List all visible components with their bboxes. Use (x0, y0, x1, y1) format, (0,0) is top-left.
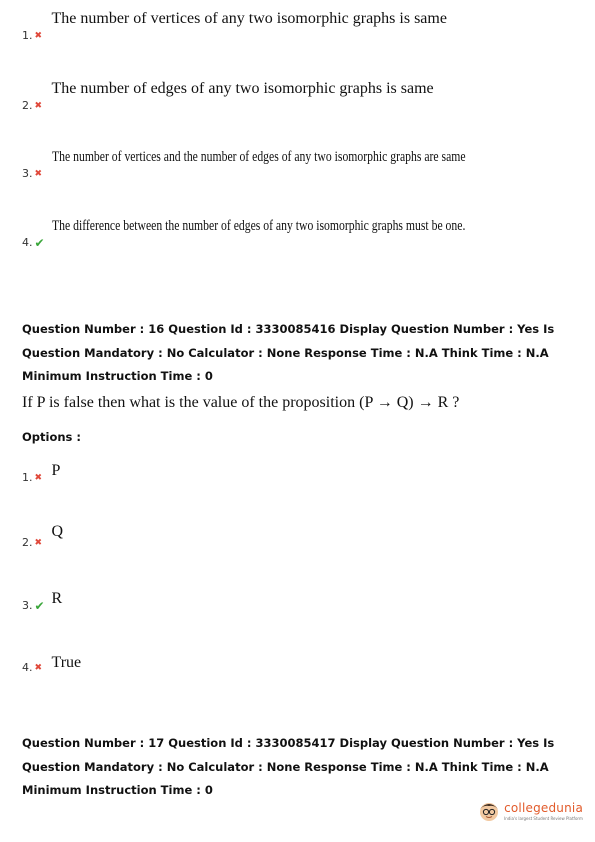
option-row (22, 218, 581, 250)
check-icon: ✔ (34, 599, 45, 613)
cross-icon: ✖ (34, 31, 43, 41)
question-meta: Question Number : 17 Question Id : 3330085417 Display Question Number : Yes Is Question Mandatory : No Calculator : None Response Time : N.A Think Time : N.A Minimum Instruction Time : 0 (22, 736, 555, 797)
question-text: If P is false then what is the value of the proposition (P → Q) → R ? (22, 394, 460, 411)
option-number: 2. (22, 99, 33, 112)
option-number: 2. (22, 536, 33, 549)
check-icon: ✔ (34, 236, 45, 250)
option-row (22, 656, 81, 674)
option-number: 4. (22, 661, 33, 674)
mascot-icon (478, 800, 500, 822)
option-text: True (51, 654, 82, 671)
option-number: 3. (22, 167, 33, 180)
logo-name-main: collegedunia (504, 801, 583, 815)
options-label: Options : (22, 430, 81, 444)
logo-text (504, 801, 583, 821)
option-row (22, 523, 64, 549)
option-number: 4. (22, 236, 33, 249)
option-row (22, 590, 63, 613)
cross-icon: ✖ (34, 663, 43, 673)
option-text: P (51, 462, 61, 479)
cross-icon: ✖ (34, 169, 43, 179)
option-number: 3. (22, 599, 33, 612)
option-text: The number of vertices of any two isomorphic graphs is same (51, 10, 447, 27)
option-text: The number of edges of any two isomorphic graphs is same (51, 80, 434, 97)
option-row (22, 149, 582, 180)
option-text: The difference between the number of edges of any two isomorphic graphs must be one. (51, 218, 465, 234)
option-text: The number of vertices and the number of edges of any two isomorphic graphs are same (51, 149, 466, 165)
cross-icon: ✖ (34, 101, 43, 111)
logo-name (504, 801, 583, 815)
option-row (22, 462, 61, 484)
collegedunia-logo (478, 800, 583, 822)
option-number: 1. (22, 471, 33, 484)
option-row (22, 10, 447, 42)
option-number: 1. (22, 29, 33, 42)
option-text: R (51, 590, 63, 607)
logo-tagline: India's largest Student Review Platform (504, 816, 583, 821)
question-meta: Question Number : 16 Question Id : 3330085416 Display Question Number : Yes Is Question Mandatory : No Calculator : None Response Time : N.A Think Time : N.A Minimum Instruction Time : 0 (22, 322, 555, 383)
cross-icon: ✖ (34, 473, 43, 483)
option-row (22, 80, 434, 112)
option-text: Q (51, 523, 64, 540)
cross-icon: ✖ (34, 538, 43, 548)
